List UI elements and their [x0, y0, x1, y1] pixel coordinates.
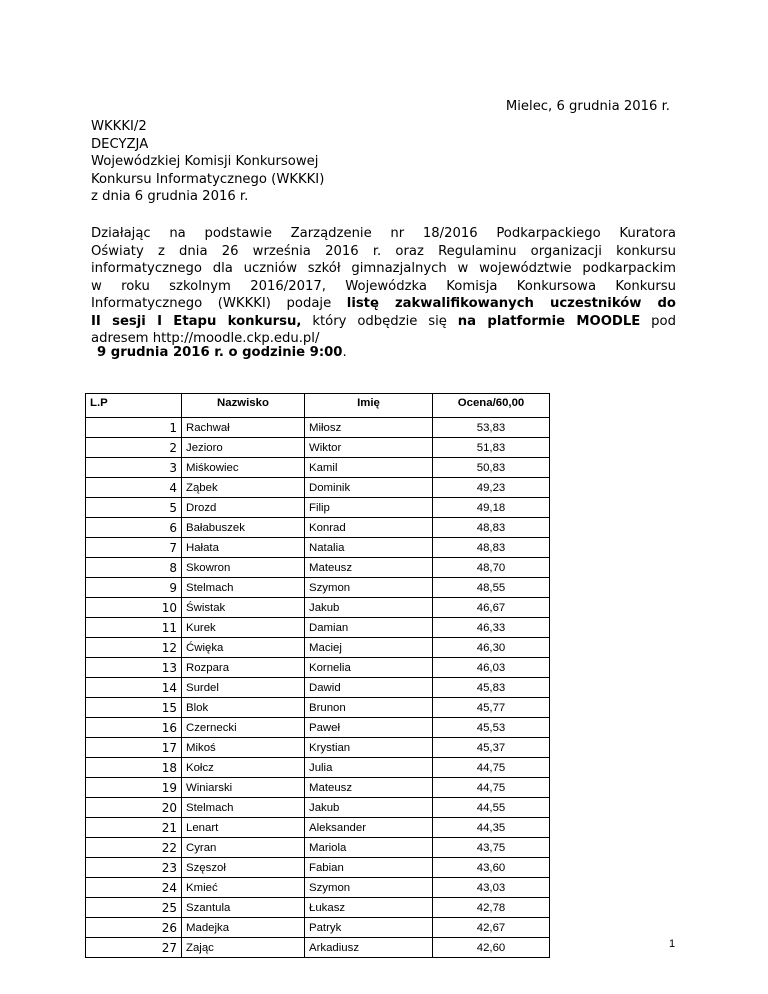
cell-surname: Surdel	[182, 678, 305, 698]
cell-name: Kamil	[305, 458, 433, 478]
header-line-contest: Konkursu Informatycznego (WKKKI)	[91, 171, 325, 187]
cell-score: 49,18	[433, 498, 550, 518]
table-row	[86, 738, 550, 758]
column-header-lp: L.P	[86, 394, 182, 418]
cell-name: Patryk	[305, 918, 433, 938]
header-line-commission: Wojewódzkiej Komisji Konkursowej	[91, 154, 319, 169]
cell-lp: 4	[86, 478, 182, 498]
cell-lp: 13	[86, 658, 182, 678]
cell-lp: 9	[86, 578, 182, 598]
cell-name: Arkadiusz	[305, 938, 433, 958]
cell-score: 48,70	[433, 558, 550, 578]
table-row	[86, 878, 550, 898]
cell-score: 43,03	[433, 878, 550, 898]
table-row	[86, 778, 550, 798]
cell-name: Aleksander	[305, 818, 433, 838]
cell-score: 43,75	[433, 838, 550, 858]
cell-lp: 16	[86, 718, 182, 738]
table-header-row	[86, 394, 550, 418]
cell-surname: Winiarski	[182, 778, 305, 798]
cell-surname: Rozpara	[182, 658, 305, 678]
paragraph-text: który odbędzie się	[301, 313, 458, 329]
cell-name: Fabian	[305, 858, 433, 878]
cell-score: 51,83	[433, 438, 550, 458]
cell-name: Jakub	[305, 798, 433, 818]
exam-datetime-period: .	[342, 345, 347, 360]
paragraph-text: Informatycznego (WKKKI) podaje	[91, 296, 347, 311]
cell-score: 46,03	[433, 658, 550, 678]
cell-score: 42,60	[433, 938, 550, 958]
column-header-name: Imię	[305, 394, 433, 418]
cell-lp: 25	[86, 898, 182, 918]
table-row	[86, 718, 550, 738]
cell-surname: Szantula	[182, 898, 305, 918]
cell-score: 42,67	[433, 918, 550, 938]
table-row	[86, 838, 550, 858]
table-row	[86, 698, 550, 718]
qualified-students-table	[85, 393, 550, 958]
table-row	[86, 598, 550, 618]
table-row	[86, 758, 550, 778]
table-body	[86, 418, 550, 958]
cell-score: 53,83	[433, 418, 550, 438]
cell-lp: 26	[86, 918, 182, 938]
cell-score: 44,75	[433, 778, 550, 798]
cell-name: Szymon	[305, 878, 433, 898]
table-row	[86, 498, 550, 518]
table-row	[86, 858, 550, 878]
cell-name: Wiktor	[305, 438, 433, 458]
cell-lp: 10	[86, 598, 182, 618]
cell-surname: Kurek	[182, 618, 305, 638]
cell-name: Dominik	[305, 478, 433, 498]
cell-name: Natalia	[305, 538, 433, 558]
cell-score: 44,55	[433, 798, 550, 818]
cell-lp: 27	[86, 938, 182, 958]
table-row	[86, 798, 550, 818]
cell-surname: Szęszoł	[182, 858, 305, 878]
table-row	[86, 658, 550, 678]
cell-name: Konrad	[305, 518, 433, 538]
cell-surname: Skowron	[182, 558, 305, 578]
paragraph-bold-text: II sesji I Etapu konkursu,	[91, 313, 302, 329]
cell-surname: Blok	[182, 698, 305, 718]
cell-lp: 20	[86, 798, 182, 818]
table-row	[86, 478, 550, 498]
header-line-date: z dnia 6 grudnia 2016 r.	[91, 189, 249, 204]
cell-lp: 23	[86, 858, 182, 878]
table-row	[86, 458, 550, 478]
header-line-code: WKKKI/2	[91, 119, 147, 134]
cell-name: Mateusz	[305, 778, 433, 798]
table-row	[86, 578, 550, 598]
paragraph-text: pod	[640, 313, 676, 329]
cell-surname: Jezioro	[182, 438, 305, 458]
cell-lp: 5	[86, 498, 182, 518]
table-row	[86, 898, 550, 918]
cell-score: 45,53	[433, 718, 550, 738]
cell-name: Julia	[305, 758, 433, 778]
cell-lp: 18	[86, 758, 182, 778]
cell-score: 46,67	[433, 598, 550, 618]
paragraph-line	[91, 313, 676, 331]
column-header-score: Ocena/60,00	[433, 394, 550, 418]
cell-score: 44,35	[433, 818, 550, 838]
cell-name: Damian	[305, 618, 433, 638]
table-row	[86, 918, 550, 938]
cell-surname: Czernecki	[182, 718, 305, 738]
date-line: Mielec, 6 grudnia 2016 r.	[505, 99, 670, 114]
cell-score: 50,83	[433, 458, 550, 478]
cell-lp: 15	[86, 698, 182, 718]
cell-score: 45,77	[433, 698, 550, 718]
paragraph-bold-text: listę zakwalifikowanych uczestników do	[346, 296, 676, 311]
cell-surname: Lenart	[182, 818, 305, 838]
cell-name: Dawid	[305, 678, 433, 698]
cell-lp: 3	[86, 458, 182, 478]
cell-surname: Stelmach	[182, 578, 305, 598]
cell-surname: Rachwał	[182, 418, 305, 438]
cell-score: 46,33	[433, 618, 550, 638]
cell-surname: Cyran	[182, 838, 305, 858]
cell-surname: Madejka	[182, 918, 305, 938]
body-paragraph	[91, 225, 676, 348]
cell-lp: 24	[86, 878, 182, 898]
table-row	[86, 538, 550, 558]
cell-score: 44,75	[433, 758, 550, 778]
cell-name: Krystian	[305, 738, 433, 758]
cell-name: Kornelia	[305, 658, 433, 678]
paragraph-line: w roku szkolnym 2016/2017, Wojewódzka Komisja Konkursowa Konkursu	[91, 278, 676, 294]
cell-name: Szymon	[305, 578, 433, 598]
cell-surname: Hałata	[182, 538, 305, 558]
cell-surname: Ząbek	[182, 478, 305, 498]
exam-datetime-text: 9 grudnia 2016 r. o godzinie 9:00	[97, 345, 343, 360]
table-row	[86, 438, 550, 458]
cell-lp: 19	[86, 778, 182, 798]
cell-lp: 2	[86, 438, 182, 458]
cell-score: 46,30	[433, 638, 550, 658]
cell-name: Maciej	[305, 638, 433, 658]
cell-score: 43,60	[433, 858, 550, 878]
cell-name: Brunon	[305, 698, 433, 718]
cell-name: Miłosz	[305, 418, 433, 438]
cell-surname: Kołcz	[182, 758, 305, 778]
table-row	[86, 818, 550, 838]
cell-name: Mariola	[305, 838, 433, 858]
cell-surname: Zając	[182, 938, 305, 958]
document-header	[91, 118, 324, 206]
cell-surname: Mikoś	[182, 738, 305, 758]
cell-lp: 6	[86, 518, 182, 538]
cell-lp: 21	[86, 818, 182, 838]
cell-lp: 12	[86, 638, 182, 658]
cell-score: 49,23	[433, 478, 550, 498]
paragraph-line: informatycznego dla uczniów szkół gimnazjalnych w województwie podkarpackim	[91, 261, 676, 276]
cell-lp: 14	[86, 678, 182, 698]
table-row	[86, 418, 550, 438]
paragraph-line: Działając na podstawie Zarządzenie nr 18/2016 Podkarpackiego Kuratora	[91, 226, 676, 241]
cell-name: Mateusz	[305, 558, 433, 578]
cell-surname: Ćwięka	[182, 638, 305, 658]
column-header-surname: Nazwisko	[182, 394, 305, 418]
cell-surname: Stelmach	[182, 798, 305, 818]
cell-name: Jakub	[305, 598, 433, 618]
cell-name: Filip	[305, 498, 433, 518]
cell-lp: 7	[86, 538, 182, 558]
table-row	[86, 558, 550, 578]
table-row	[86, 938, 550, 958]
paragraph-bold-text: na platformie MOODLE	[457, 313, 641, 329]
cell-score: 48,55	[433, 578, 550, 598]
cell-name: Łukasz	[305, 898, 433, 918]
cell-surname: Bałabuszek	[182, 518, 305, 538]
cell-lp: 17	[86, 738, 182, 758]
table-row	[86, 518, 550, 538]
cell-lp: 11	[86, 618, 182, 638]
cell-score: 42,78	[433, 898, 550, 918]
paragraph-line: adresem http://moodle.ckp.edu.pl/	[91, 331, 320, 346]
cell-surname: Kmieć	[182, 878, 305, 898]
cell-surname: Świstak	[182, 598, 305, 618]
table-row	[86, 678, 550, 698]
cell-surname: Miśkowiec	[182, 458, 305, 478]
cell-score: 48,83	[433, 538, 550, 558]
header-line-decision: DECYZJA	[91, 136, 149, 152]
table-row	[86, 638, 550, 658]
paragraph-line	[91, 295, 676, 313]
cell-lp: 22	[86, 838, 182, 858]
paragraph-line: Oświaty z dnia 26 września 2016 r. oraz Regulaminu organizacji konkursu	[91, 243, 676, 259]
cell-surname: Drozd	[182, 498, 305, 518]
table-row	[86, 618, 550, 638]
cell-score: 45,83	[433, 678, 550, 698]
cell-lp: 8	[86, 558, 182, 578]
exam-datetime	[97, 345, 347, 360]
cell-score: 45,37	[433, 738, 550, 758]
cell-score: 48,83	[433, 518, 550, 538]
cell-lp: 1	[86, 418, 182, 438]
page-number: 1	[669, 938, 676, 950]
cell-name: Paweł	[305, 718, 433, 738]
